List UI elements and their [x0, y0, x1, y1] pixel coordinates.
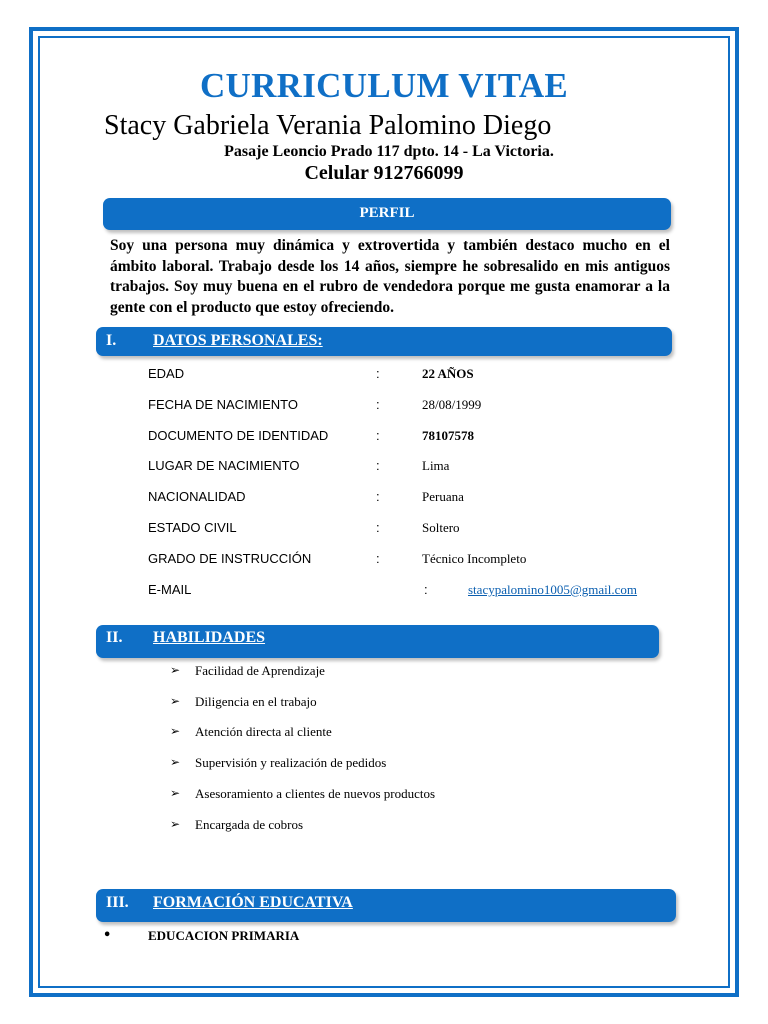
- skill-item: [0, 724, 768, 744]
- datos-label: E-MAIL: [148, 582, 192, 597]
- skill-text: Atención directa al cliente: [195, 724, 332, 739]
- document-title: CURRICULUM VITAE: [199, 66, 569, 105]
- datos-label: EDAD: [148, 366, 185, 381]
- habilidades-heading-bar: [96, 625, 659, 658]
- datos-label: LUGAR DE NACIMIENTO: [148, 458, 300, 473]
- datos-section-number: I.: [106, 332, 117, 349]
- perfil-heading: PERFIL: [359, 205, 415, 221]
- datos-row-estado-civil: [0, 520, 768, 540]
- bullet-dot-icon: •: [103, 928, 112, 943]
- datos-value: 28/08/1999: [422, 397, 482, 412]
- datos-separator: :: [376, 366, 380, 381]
- skill-item: [0, 817, 768, 837]
- datos-label: FECHA DE NACIMIENTO: [148, 397, 299, 412]
- skill-text: Supervisión y realización de pedidos: [195, 755, 387, 770]
- email-link[interactable]: stacypalomino1005@gmail.com: [468, 582, 638, 597]
- datos-label: GRADO DE INSTRUCCIÓN: [148, 551, 312, 566]
- datos-value: Peruana: [422, 489, 464, 504]
- phone: Celular 912766099: [304, 162, 464, 184]
- habilidades-heading: HABILIDADES: [153, 629, 266, 646]
- habilidades-section-number: II.: [106, 629, 123, 646]
- datos-separator: :: [376, 397, 380, 412]
- formacion-heading: FORMACIÓN EDUCATIVA: [153, 894, 353, 911]
- datos-row-lugar: [0, 458, 768, 478]
- candidate-name: Stacy Gabriela Verania Palomino Diego: [104, 110, 552, 141]
- datos-label: DOCUMENTO DE IDENTIDAD: [148, 428, 329, 443]
- datos-value: 78107578: [422, 428, 474, 443]
- datos-row-documento: [0, 428, 768, 448]
- datos-label: NACIONALIDAD: [148, 489, 246, 504]
- arrow-bullet-icon: ➢: [170, 755, 181, 769]
- formacion-section-number: III.: [106, 894, 129, 911]
- datos-heading-bar: [96, 327, 672, 356]
- datos-label: ESTADO CIVIL: [148, 520, 237, 535]
- skill-text: Asesoramiento a clientes de nuevos productos: [195, 786, 436, 801]
- datos-value: Soltero: [422, 520, 460, 535]
- skill-text: Facilidad de Aprendizaje: [195, 663, 325, 678]
- address-text: Pasaje Leoncio Prado 117 dpto. 14 - La Victoria.: [224, 143, 554, 160]
- skill-item: [0, 755, 768, 775]
- datos-separator: :: [376, 458, 380, 473]
- datos-separator: :: [376, 551, 380, 566]
- skill-text: Encargada de cobros: [195, 817, 304, 832]
- arrow-bullet-icon: ➢: [170, 694, 181, 708]
- education-text: EDUCACION PRIMARIA: [148, 928, 300, 943]
- arrow-bullet-icon: ➢: [170, 786, 181, 800]
- skill-item: [0, 694, 768, 714]
- datos-row-grado: [0, 551, 768, 571]
- datos-row-nacionalidad: [0, 489, 768, 509]
- datos-value: Técnico Incompleto: [422, 551, 527, 566]
- skill-text: Diligencia en el trabajo: [195, 694, 317, 709]
- datos-value: 22 AÑOS: [422, 366, 474, 381]
- skill-item: [0, 786, 768, 806]
- datos-heading: DATOS PERSONALES:: [153, 332, 323, 349]
- datos-separator: :: [376, 520, 380, 535]
- arrow-bullet-icon: ➢: [170, 724, 181, 738]
- skill-item: [0, 663, 768, 683]
- perfil-text: Soy una persona muy dinámica y extrovertida y también destaco mucho en el ámbito laboral. Trabajo desde los 14 años, siempre he sobresalido en mis antiguos trabajos. Soy muy buena en el rubro de vendedora porque me gusta enamorar a la gente con el producto que estoy ofreciendo.: [110, 237, 670, 316]
- datos-separator: :: [424, 582, 428, 597]
- datos-row-edad: [0, 366, 768, 386]
- datos-separator: :: [376, 489, 380, 504]
- perfil-heading-bar: [103, 198, 671, 230]
- datos-value: Lima: [422, 458, 450, 473]
- formacion-heading-bar: [96, 889, 676, 922]
- datos-row-email: [0, 582, 768, 602]
- arrow-bullet-icon: ➢: [170, 817, 181, 831]
- address: [0, 143, 768, 161]
- arrow-bullet-icon: ➢: [170, 663, 181, 677]
- datos-separator: :: [376, 428, 380, 443]
- datos-row-fecha: [0, 397, 768, 417]
